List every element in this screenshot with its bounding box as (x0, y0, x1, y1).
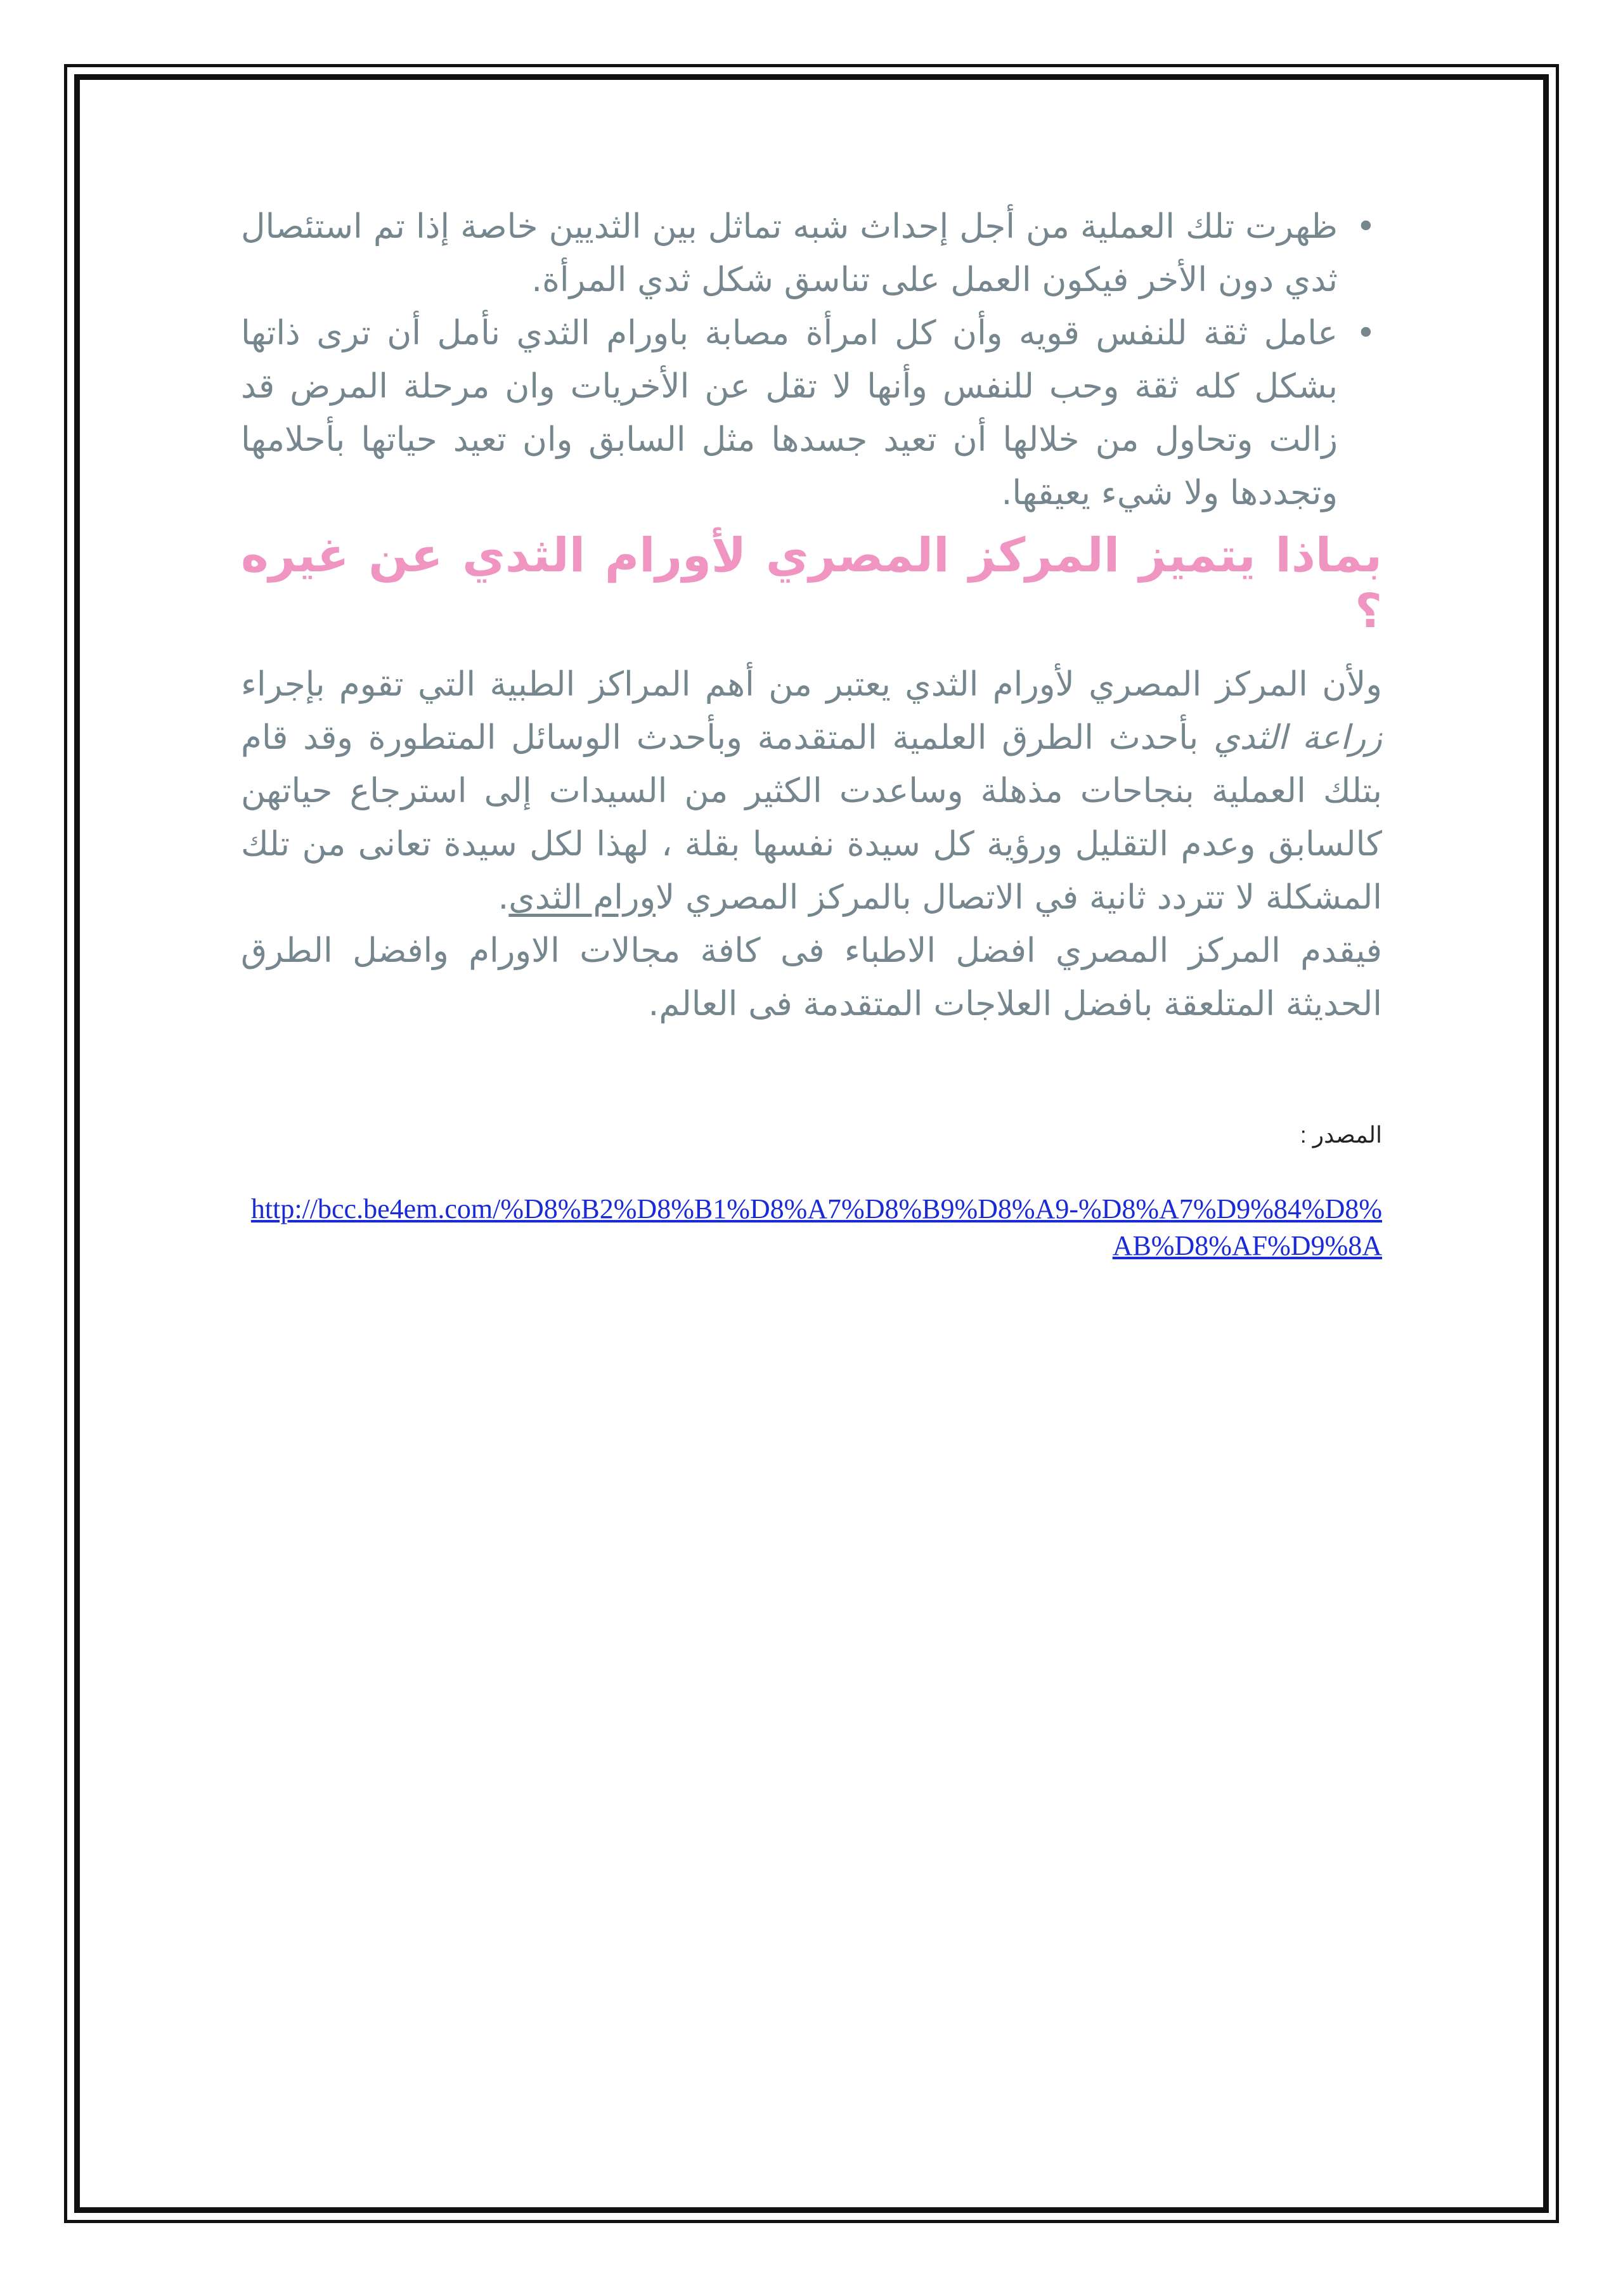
document-body (241, 200, 1382, 1264)
bullet-dot-icon: • (1355, 314, 1376, 353)
paragraph-text: بأحدث الطرق العلمية المتقدمة وبأحدث الوسائل المتطورة وقد قام بتلك العملية بنجاحات مذهلة وساعدت الكثير من السيدات إلى استرجاع حياتهن كالسابق وعدم التقليل ورؤية كل سيدة نفسها بقلة ، لهذا لكل سيدة تعانى من تلك المشكلة لا تتردد ثانية في الاتصال بالمركز المصري ل (241, 718, 1382, 917)
paragraph-doctors: فيقدم المركز المصري افضل الاطباء فى كافة مجالات الاورام وافضل الطرق الحديثة المتلعقة بافضل العلاجات المتقدمة فى العالم. (241, 931, 1382, 1023)
source-label: المصدر : (1300, 1122, 1382, 1148)
underlined-link-text[interactable]: اورام الثدى (508, 878, 656, 917)
bullet-item-confidence (241, 307, 1376, 520)
paragraph-text: ولأن المركز المصري لأورام الثدي يعتبر من أهم المراكز الطبية التي تقوم بإجراء (241, 665, 1382, 704)
paragraph-end: . (498, 878, 509, 917)
bullet-dot-icon: • (1355, 207, 1376, 246)
paragraph-center-intro (241, 658, 1382, 924)
bullet-text: ظهرت تلك العملية من أجل إحداث شبه تماثل بين الثديين خاصة إذا تم استئصال ثدي دون الأخر فيكون العمل على تناسق شكل ثدي المرأة. (241, 207, 1338, 299)
section-heading: بماذا يتميز المركز المصري لأورام الثدي عن غيره ؟ (241, 528, 1382, 639)
italic-term: زراعة الثدي (1213, 718, 1382, 757)
source-url-link[interactable]: http://bcc.be4em.com/%D8%B2%D8%B1%D8%A7%D8%B9%D8%A9-%D8%A7%D9%84%D8%AB%D8%AF%D9%8A (250, 1193, 1382, 1261)
bullet-list (241, 200, 1382, 520)
bullet-item-symmetry (241, 200, 1376, 307)
source-section (241, 1120, 1382, 1264)
bullet-text: عامل ثقة للنفس قويه وأن كل امرأة مصابة باورام الثدي نأمل أن ترى ذاتها بشكل كله ثقة وحب للنفس وأنها لا تقل عن الأخريات وان مرحلة المرض قد زالت وتحاول من خلالها أن تعيد جسدها مثل السابق وان تعيد حياتها بأحلامها وتجددها ولا شيء يعيقها. (241, 314, 1338, 512)
